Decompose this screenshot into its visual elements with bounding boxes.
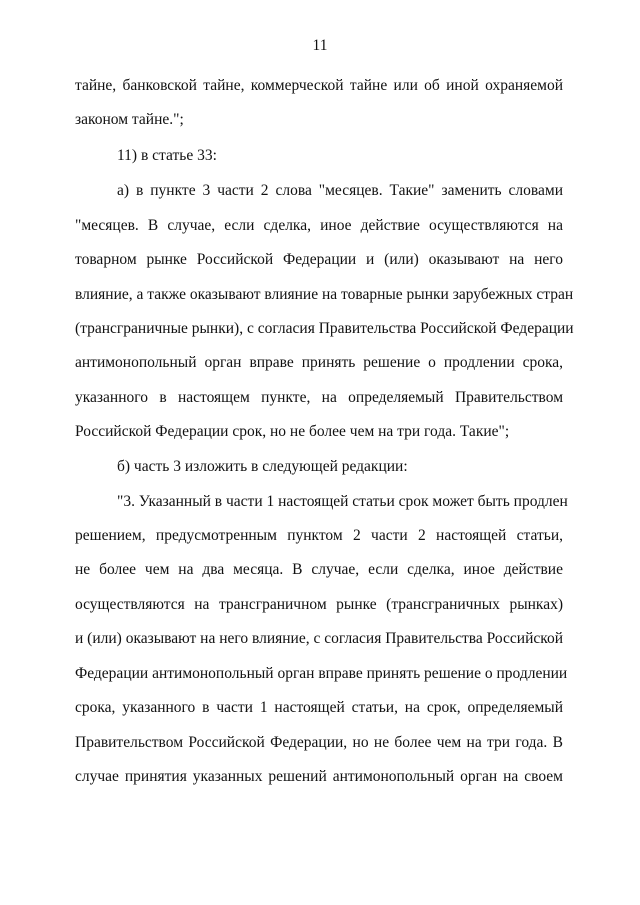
text-line: законом тайне."; — [75, 111, 184, 128]
text-line: срока, указанного в части 1 настоящей статьи, на срок, определяемый — [75, 699, 563, 716]
text-line: "3. Указанный в части 1 настоящей статьи срок может быть продлен — [117, 493, 568, 510]
text-line: (трансграничные рынки), с согласия Правительства Российской Федерации — [75, 320, 574, 337]
text-line: антимонопольный орган вправе принять решение о продлении срока, — [75, 354, 563, 371]
text-line: случае принятия указанных решений антимонопольный орган на своем — [75, 768, 563, 785]
text-line: решением, предусмотренным пунктом 2 части 2 настоящей статьи, — [75, 527, 563, 544]
text-line: товарном рынке Российской Федерации и (или) оказывают на него — [75, 251, 563, 268]
text-line: указанного в настоящем пункте, на определяемый Правительством — [75, 389, 563, 406]
page-number: 11 — [312, 37, 328, 54]
text-line: и (или) оказывают на него влияние, с согласия Правительства Российской — [75, 630, 564, 647]
text-line: тайне, банковской тайне, коммерческой тайне или об иной охраняемой — [75, 77, 563, 94]
text-line: Российской Федерации срок, но не более чем на три года. Такие"; — [75, 423, 510, 440]
text-line: "месяцев. В случае, если сделка, иное действие осуществляются на — [75, 217, 563, 234]
text-line: осуществляются на трансграничном рынке (трансграничных рынках) — [75, 596, 563, 613]
text-line: Федерации антимонопольный орган вправе принять решение о продлении — [75, 665, 568, 682]
text-line: влияние, а также оказывают влияние на товарные рынки зарубежных стран — [75, 286, 574, 303]
text-line: Правительством Российской Федерации, но не более чем на три года. В — [75, 734, 563, 751]
list-item-heading: 11) в статье 33: — [117, 147, 217, 164]
text-line: не более чем на два месяца. В случае, если сделка, иное действие — [75, 561, 563, 578]
list-item-heading: б) часть 3 изложить в следующей редакции: — [117, 458, 408, 475]
text-line: а) в пункте 3 части 2 слова "месяцев. Такие" заменить словами — [117, 182, 563, 199]
